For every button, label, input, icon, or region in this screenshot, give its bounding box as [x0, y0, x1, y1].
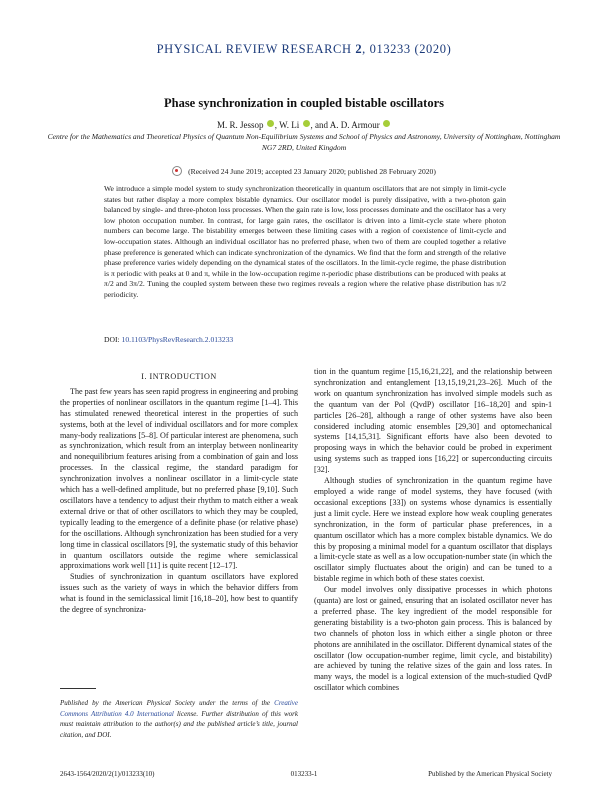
orcid-icon[interactable] — [303, 120, 310, 127]
license-link[interactable]: Creative Commons Attribution 4.0 International — [60, 699, 298, 718]
doi-label: DOI: — [104, 335, 122, 344]
right-column — [314, 367, 552, 694]
abstract: We introduce a simple model system to study synchronization theoretically in quantum oscillators that are not simply in limit-cycle states but rather display a more complex bistable dynamics. Our oscillator model is purely dissipative, with a two-photon gain balanced by single- and three-photon loss processes. When the gain rate is low, loss processes dominate and the oscillator has a very low photon occupation number. In contrast, for large gain rates, the oscillator is driven into a limit-cycle state where photon numbers can become large. The bistability emerges between these limiting cases with a region of coexistence of limit-cycle and low-occupation states. Although an individual oscillator has no preferred phase, when two of them are coupled together a relative phase preference is generated which can indicate synchronization of the dynamics. We find that the form and strength of the relative phase preference varies widely depending on the dynamical states of the oscillators. In the limit-cycle regime, the phase distribution is π periodic with peaks at 0 and π, while in the low-occupation regime π-periodic phase distributions can be produced with peaks at π/2 and 3π/2. Tuning the coupled system between these two regimes reveals a region where the relative phase distribution has π/2 periodicity. — [104, 184, 506, 299]
footer-page-number: 013233-1 — [290, 770, 318, 778]
author-armour: , and A. D. Armour — [310, 120, 380, 130]
section-heading: I. INTRODUCTION — [141, 372, 217, 381]
author-jessop: M. R. Jessop — [216, 120, 264, 130]
crossmark-icon[interactable] — [172, 166, 182, 176]
orcid-icon[interactable] — [383, 120, 390, 127]
author-list — [0, 120, 608, 130]
journal-header — [0, 42, 608, 57]
footnote-text-2: license. Further distribution of this work must maintain attribution to the author(s) and the published article’s title, journal citation, and DOI. — [60, 709, 298, 739]
license-footnote — [60, 698, 298, 740]
left-column — [60, 372, 298, 616]
doi-line — [104, 335, 233, 344]
footer-issn: 2643-1564/2020/2(1)/013233(10) — [60, 770, 155, 778]
footnote-text-1: Published by the American Physical Society under the terms of the — [60, 699, 275, 707]
author-li: , W. Li — [274, 120, 300, 130]
intro-paragraph-5: Our model involves only dissipative processes in which photons (quanta) are lost or gained, ensuring that an isolated oscillator never has a preferred phase. The key ingredient of the model responsible for generating bistability is a two-photon gain process. This is balanced by two channels of photon loss in which either a single photon or three photons are annihilated in the oscillator. Different dynamical states of the oscillator (low occupation-number regime, limit cycle, and bistability) are achieved by tuning the relative sizes of the gain and loss rates. In many ways, the model is a logical extension of the much-studied QvdP oscillator which combines — [314, 585, 552, 693]
journal-pages: , 013233 (2020) — [362, 42, 452, 56]
footnote-rule — [60, 688, 96, 689]
footer-publisher: Published by the American Physical Society — [428, 770, 552, 778]
journal-volume: 2 — [355, 42, 363, 56]
intro-paragraph-4: Although studies of synchronization in the quantum regime have employed a wide range of model systems, they have focused (with occasional exceptions [33]) on systems whose dynamics is essentially just a limit cycle. Here we instead explore how weak coupling generates synchronization, in the form of particular phase preferences, in a quantum oscillator which has a more complex bistable dynamics. We do this by proposing a minimal model for a quantum oscillator that displays a limit-cycle state as well as a low occupation-number state (in which the oscillator simply fluctuates about the origin) and can be tuned to a bistable regime in which both of these states coexist. — [314, 476, 552, 584]
intro-paragraph-2: Studies of synchronization in quantum oscillators have explored issues such as the variety of ways in which the behavior differs from what is found in the semiclassical limit [16,18–20], how best to quantify the degree of synchroniza- — [60, 572, 298, 615]
intro-paragraph-1: The past few years has seen rapid progress in engineering and probing the properties of nonlinear oscillators in the quantum regime [1–4]. This has stimulated renewed theoretical interest in the properties of such systems, both at the level of individual oscillators and for more complex many-body realizations [5–8]. Of particular interest are phenomena, such as synchronization, which result from an interplay between nonlinearity and nonequilibrium features arising from a combination of gain and loss processes. In the classical regime, the standard paradigm for synchronization involves a nonlinear oscillator in a limit-cycle state which has a well-defined amplitude, but no preferred phase [9,10]. Such oscillators have a tendency to adjust their rhythm to match either a weak external drive or that of other oscillators to which they may be coupled, typically leading to the emergence of a definite phase (or relative phase) for the oscillations. Although synchronization has been studied for a very long time in classical oscillators [9], the systematic study of this behavior in quantum oscillators outside the regime where semiclassical approximations work well [11] is quite recent [12–17]. — [60, 386, 298, 571]
journal-name: PHYSICAL REVIEW RESEARCH — [156, 42, 352, 56]
doi-link[interactable]: 10.1103/PhysRevResearch.2.013233 — [121, 335, 234, 344]
orcid-icon[interactable] — [267, 120, 274, 127]
received-text: (Received 24 June 2019; accepted 23 January 2020; published 28 February 2020) — [188, 167, 436, 176]
received-dates — [0, 166, 608, 176]
intro-paragraph-3: tion in the quantum regime [15,16,21,22], and the relationship between synchronization and entanglement [13,15,19,21,23–26]. Much of the work on quantum synchronization has involved simple models such as the quantum van der Pol (QvdP) oscillator [16–18,20] and spin-1 particles [26–28], although a range of other systems have also been considered including atomic ensembles [29,30] and optomechanical systems [14,15,31]. Significant efforts have also been devoted to proposing ways in which the behavior could be probed in experiment using systems such as trapped ions [16,22] or superconducting circuits [32]. — [314, 367, 552, 475]
paper-title: Phase synchronization in coupled bistable oscillators — [163, 96, 444, 110]
affiliation: Centre for the Mathematics and Theoretical Physics of Quantum Non-Equilibrium Systems and School of Physics and Astronomy, University of Nottingham, Nottingham NG7 2RD, United Kingdom — [47, 132, 561, 152]
